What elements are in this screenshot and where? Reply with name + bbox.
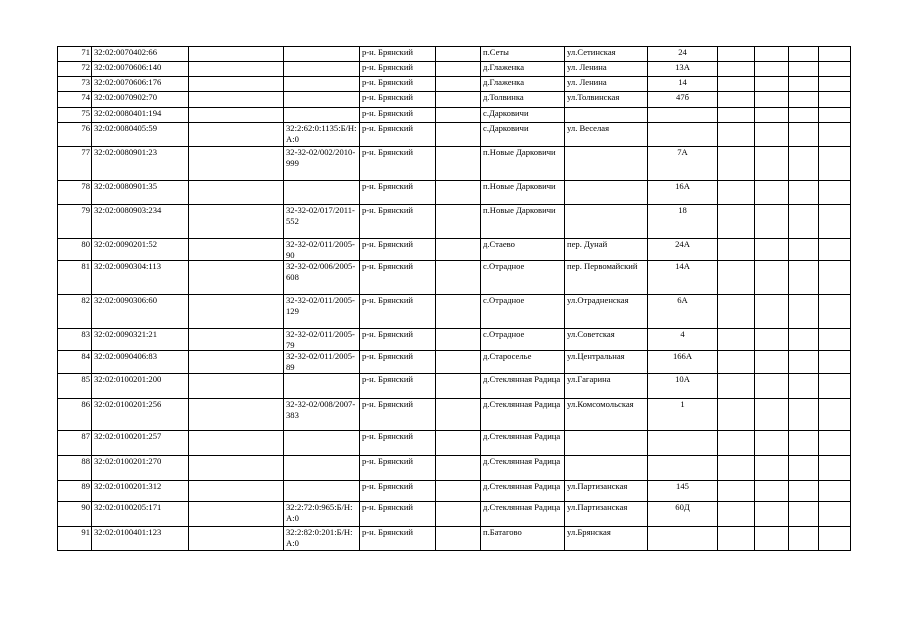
empty-cell <box>789 147 819 181</box>
row-number: 75 <box>58 108 92 123</box>
empty-cell <box>718 77 755 92</box>
cadastral-number: 32:02:0070606:176 <box>92 77 189 92</box>
house-number <box>648 527 718 551</box>
table-row <box>58 456 851 481</box>
street: ул.Гагарина <box>565 374 648 399</box>
empty-cell <box>819 62 851 77</box>
house-number: 24А <box>648 239 718 261</box>
empty-cell <box>718 47 755 62</box>
empty-cell <box>819 108 851 123</box>
empty-cell <box>755 181 789 205</box>
empty-cell <box>189 502 284 527</box>
house-number: 145 <box>648 481 718 502</box>
registration-number <box>284 481 360 502</box>
row-number: 74 <box>58 92 92 108</box>
table-row <box>58 205 851 239</box>
street <box>565 431 648 456</box>
district: р-н. Брянский <box>360 527 436 551</box>
street <box>565 205 648 239</box>
empty-cell <box>755 47 789 62</box>
empty-cell <box>189 147 284 181</box>
empty-cell <box>755 261 789 295</box>
table-row <box>58 92 851 108</box>
cadastral-number: 32:02:0080901:23 <box>92 147 189 181</box>
property-table <box>57 46 851 551</box>
house-number: 166А <box>648 351 718 374</box>
empty-cell <box>189 62 284 77</box>
empty-cell <box>789 374 819 399</box>
empty-cell <box>436 239 481 261</box>
street: ул.Отрадненская <box>565 295 648 329</box>
empty-cell <box>789 239 819 261</box>
locality: д.Толвинка <box>481 92 565 108</box>
table-row <box>58 147 851 181</box>
cadastral-number: 32:02:0070902:70 <box>92 92 189 108</box>
table-row <box>58 527 851 551</box>
registration-number: 32-32-02/011/2005-79 <box>284 329 360 351</box>
house-number: 47б <box>648 92 718 108</box>
registration-number: 32-32-02/011/2005-89 <box>284 351 360 374</box>
house-number <box>648 108 718 123</box>
registration-number <box>284 47 360 62</box>
district: р-н. Брянский <box>360 261 436 295</box>
locality: с.Дарковичи <box>481 123 565 147</box>
empty-cell <box>789 108 819 123</box>
empty-cell <box>819 47 851 62</box>
table-row <box>58 239 851 261</box>
empty-cell <box>718 481 755 502</box>
empty-cell <box>789 181 819 205</box>
row-number: 81 <box>58 261 92 295</box>
row-number: 82 <box>58 295 92 329</box>
locality: д.Стеклянная Радица <box>481 399 565 431</box>
locality: д.Стеклянная Радица <box>481 431 565 456</box>
row-number: 80 <box>58 239 92 261</box>
house-number: 60Д <box>648 502 718 527</box>
empty-cell <box>718 431 755 456</box>
registration-number: 32-32-02/002/2010-999 <box>284 147 360 181</box>
empty-cell <box>789 456 819 481</box>
cadastral-number: 32:02:0080901:35 <box>92 181 189 205</box>
registration-number <box>284 92 360 108</box>
empty-cell <box>189 329 284 351</box>
cadastral-number: 32:02:0090321:21 <box>92 329 189 351</box>
empty-cell <box>436 147 481 181</box>
row-number: 91 <box>58 527 92 551</box>
table-row <box>58 123 851 147</box>
empty-cell <box>189 108 284 123</box>
table-row <box>58 399 851 431</box>
house-number: 24 <box>648 47 718 62</box>
street: ул.Партизанская <box>565 481 648 502</box>
empty-cell <box>755 481 789 502</box>
empty-cell <box>789 123 819 147</box>
empty-cell <box>755 205 789 239</box>
street <box>565 456 648 481</box>
empty-cell <box>755 527 789 551</box>
registration-number: 32:2:62:0:1135:Б/Н:А:0 <box>284 123 360 147</box>
empty-cell <box>189 399 284 431</box>
empty-cell <box>718 239 755 261</box>
row-number: 79 <box>58 205 92 239</box>
empty-cell <box>436 108 481 123</box>
cadastral-number: 32:02:0090406:83 <box>92 351 189 374</box>
empty-cell <box>436 456 481 481</box>
registration-number: 32-32-02/011/2005-90 <box>284 239 360 261</box>
locality: с.Отрадное <box>481 295 565 329</box>
registration-number: 32:2:72:0:965:Б/Н:А:0 <box>284 502 360 527</box>
street: ул.Советская <box>565 329 648 351</box>
row-number: 77 <box>58 147 92 181</box>
empty-cell <box>436 431 481 456</box>
empty-cell <box>819 239 851 261</box>
empty-cell <box>718 92 755 108</box>
registration-number: 32-32-02/017/2011-552 <box>284 205 360 239</box>
empty-cell <box>436 502 481 527</box>
empty-cell <box>789 295 819 329</box>
empty-cell <box>755 431 789 456</box>
row-number: 76 <box>58 123 92 147</box>
cadastral-number: 32:02:0100201:257 <box>92 431 189 456</box>
house-number: 14 <box>648 77 718 92</box>
empty-cell <box>718 147 755 181</box>
empty-cell <box>789 62 819 77</box>
row-number: 85 <box>58 374 92 399</box>
empty-cell <box>718 329 755 351</box>
row-number: 84 <box>58 351 92 374</box>
table-row <box>58 47 851 62</box>
table-row <box>58 481 851 502</box>
street: ул.Толвинская <box>565 92 648 108</box>
empty-cell <box>755 399 789 431</box>
empty-cell <box>755 329 789 351</box>
street: ул.Партизанская <box>565 502 648 527</box>
empty-cell <box>819 431 851 456</box>
district: р-н. Брянский <box>360 374 436 399</box>
empty-cell <box>755 147 789 181</box>
empty-cell <box>189 181 284 205</box>
empty-cell <box>755 239 789 261</box>
street <box>565 147 648 181</box>
cadastral-number: 32:02:0100201:200 <box>92 374 189 399</box>
row-number: 89 <box>58 481 92 502</box>
table-row <box>58 295 851 329</box>
locality: д.Глаженка <box>481 62 565 77</box>
district: р-н. Брянский <box>360 181 436 205</box>
row-number: 71 <box>58 47 92 62</box>
street: пер. Дунай <box>565 239 648 261</box>
empty-cell <box>189 239 284 261</box>
empty-cell <box>718 205 755 239</box>
district: р-н. Брянский <box>360 456 436 481</box>
empty-cell <box>789 431 819 456</box>
empty-cell <box>789 329 819 351</box>
district: р-н. Брянский <box>360 108 436 123</box>
locality: с.Дарковичи <box>481 108 565 123</box>
locality: д.Стеклянная Радица <box>481 481 565 502</box>
empty-cell <box>189 123 284 147</box>
district: р-н. Брянский <box>360 329 436 351</box>
empty-cell <box>718 295 755 329</box>
district: р-н. Брянский <box>360 239 436 261</box>
registration-number <box>284 77 360 92</box>
house-number <box>648 456 718 481</box>
empty-cell <box>755 123 789 147</box>
empty-cell <box>789 481 819 502</box>
empty-cell <box>789 502 819 527</box>
locality: п.Новые Дарковичи <box>481 181 565 205</box>
house-number <box>648 431 718 456</box>
house-number: 4 <box>648 329 718 351</box>
street: ул. Веселая <box>565 123 648 147</box>
empty-cell <box>436 181 481 205</box>
cadastral-number: 32:02:0090306:60 <box>92 295 189 329</box>
locality: п.Новые Дарковичи <box>481 147 565 181</box>
empty-cell <box>718 527 755 551</box>
empty-cell <box>189 374 284 399</box>
empty-cell <box>436 47 481 62</box>
district: р-н. Брянский <box>360 351 436 374</box>
street: ул.Центральная <box>565 351 648 374</box>
empty-cell <box>755 351 789 374</box>
empty-cell <box>819 181 851 205</box>
empty-cell <box>819 205 851 239</box>
empty-cell <box>755 92 789 108</box>
empty-cell <box>718 374 755 399</box>
registration-number: 32-32-02/006/2005-608 <box>284 261 360 295</box>
house-number: 13А <box>648 62 718 77</box>
empty-cell <box>718 123 755 147</box>
registration-number <box>284 431 360 456</box>
row-number: 90 <box>58 502 92 527</box>
cadastral-number: 32:02:0090201:52 <box>92 239 189 261</box>
cadastral-number: 32:02:0100401:123 <box>92 527 189 551</box>
empty-cell <box>189 205 284 239</box>
street: ул.Брянская <box>565 527 648 551</box>
empty-cell <box>189 92 284 108</box>
locality: п.Батагово <box>481 527 565 551</box>
table-row <box>58 374 851 399</box>
locality: д.Стаево <box>481 239 565 261</box>
table-row <box>58 108 851 123</box>
empty-cell <box>789 399 819 431</box>
empty-cell <box>755 456 789 481</box>
district: р-н. Брянский <box>360 62 436 77</box>
empty-cell <box>789 205 819 239</box>
district: р-н. Брянский <box>360 431 436 456</box>
empty-cell <box>755 374 789 399</box>
registration-number <box>284 108 360 123</box>
empty-cell <box>819 399 851 431</box>
district: р-н. Брянский <box>360 205 436 239</box>
empty-cell <box>819 329 851 351</box>
empty-cell <box>819 147 851 181</box>
row-number: 73 <box>58 77 92 92</box>
district: р-н. Брянский <box>360 147 436 181</box>
table-row <box>58 351 851 374</box>
locality: д.Глаженка <box>481 77 565 92</box>
cadastral-number: 32:02:0070402:66 <box>92 47 189 62</box>
empty-cell <box>189 481 284 502</box>
street: ул. Ленина <box>565 62 648 77</box>
empty-cell <box>755 62 789 77</box>
registration-number <box>284 181 360 205</box>
empty-cell <box>819 261 851 295</box>
empty-cell <box>789 92 819 108</box>
cadastral-number: 32:02:0080405:59 <box>92 123 189 147</box>
empty-cell <box>819 123 851 147</box>
empty-cell <box>755 295 789 329</box>
table-body <box>58 47 851 551</box>
district: р-н. Брянский <box>360 295 436 329</box>
empty-cell <box>189 47 284 62</box>
empty-cell <box>436 527 481 551</box>
house-number: 18 <box>648 205 718 239</box>
house-number <box>648 123 718 147</box>
street: ул.Сетинская <box>565 47 648 62</box>
empty-cell <box>436 92 481 108</box>
empty-cell <box>436 261 481 295</box>
district: р-н. Брянский <box>360 481 436 502</box>
registration-number <box>284 456 360 481</box>
district: р-н. Брянский <box>360 77 436 92</box>
empty-cell <box>436 481 481 502</box>
house-number: 10А <box>648 374 718 399</box>
empty-cell <box>436 77 481 92</box>
empty-cell <box>436 123 481 147</box>
empty-cell <box>718 456 755 481</box>
locality: с.Отрадное <box>481 261 565 295</box>
street: пер. Первомайский <box>565 261 648 295</box>
empty-cell <box>819 527 851 551</box>
locality: с.Отрадное <box>481 329 565 351</box>
empty-cell <box>819 481 851 502</box>
empty-cell <box>189 351 284 374</box>
district: р-н. Брянский <box>360 399 436 431</box>
table-row <box>58 181 851 205</box>
empty-cell <box>189 261 284 295</box>
cadastral-number: 32:02:0100201:312 <box>92 481 189 502</box>
empty-cell <box>755 108 789 123</box>
locality: д.Стеклянная Радица <box>481 456 565 481</box>
street: ул.Комсомольская <box>565 399 648 431</box>
row-number: 83 <box>58 329 92 351</box>
empty-cell <box>819 374 851 399</box>
empty-cell <box>718 351 755 374</box>
empty-cell <box>819 351 851 374</box>
empty-cell <box>718 108 755 123</box>
registration-number <box>284 374 360 399</box>
district: р-н. Брянский <box>360 47 436 62</box>
empty-cell <box>755 77 789 92</box>
table-row <box>58 329 851 351</box>
row-number: 88 <box>58 456 92 481</box>
house-number: 16А <box>648 181 718 205</box>
empty-cell <box>189 295 284 329</box>
empty-cell <box>789 47 819 62</box>
cadastral-number: 32:02:0080903:234 <box>92 205 189 239</box>
row-number: 87 <box>58 431 92 456</box>
street <box>565 181 648 205</box>
empty-cell <box>819 502 851 527</box>
empty-cell <box>436 399 481 431</box>
empty-cell <box>436 62 481 77</box>
empty-cell <box>189 77 284 92</box>
cadastral-number: 32:02:0100205:171 <box>92 502 189 527</box>
empty-cell <box>436 351 481 374</box>
registration-number: 32-32-02/008/2007-383 <box>284 399 360 431</box>
house-number: 7А <box>648 147 718 181</box>
table-row <box>58 261 851 295</box>
empty-cell <box>436 205 481 239</box>
table-row <box>58 502 851 527</box>
empty-cell <box>789 77 819 92</box>
house-number: 14А <box>648 261 718 295</box>
street <box>565 108 648 123</box>
house-number: 6А <box>648 295 718 329</box>
row-number: 72 <box>58 62 92 77</box>
empty-cell <box>819 456 851 481</box>
empty-cell <box>436 374 481 399</box>
empty-cell <box>789 261 819 295</box>
cadastral-number: 32:02:0100201:270 <box>92 456 189 481</box>
locality: д.Стеклянная Радица <box>481 374 565 399</box>
empty-cell <box>436 329 481 351</box>
district: р-н. Брянский <box>360 123 436 147</box>
row-number: 78 <box>58 181 92 205</box>
street: ул. Ленина <box>565 77 648 92</box>
cadastral-number: 32:02:0090304:113 <box>92 261 189 295</box>
empty-cell <box>718 502 755 527</box>
empty-cell <box>718 261 755 295</box>
table-row <box>58 62 851 77</box>
empty-cell <box>718 181 755 205</box>
locality: д.Староселье <box>481 351 565 374</box>
empty-cell <box>436 295 481 329</box>
locality: п.Сеты <box>481 47 565 62</box>
table-row <box>58 77 851 92</box>
district: р-н. Брянский <box>360 92 436 108</box>
empty-cell <box>789 527 819 551</box>
cadastral-number: 32:02:0100201:256 <box>92 399 189 431</box>
locality: п.Новые Дарковичи <box>481 205 565 239</box>
empty-cell <box>819 77 851 92</box>
empty-cell <box>189 431 284 456</box>
registration-number: 32:2:82:0:201:Б/Н:А:0 <box>284 527 360 551</box>
empty-cell <box>819 295 851 329</box>
cadastral-number: 32:02:0070606:140 <box>92 62 189 77</box>
empty-cell <box>189 527 284 551</box>
empty-cell <box>718 62 755 77</box>
house-number: 1 <box>648 399 718 431</box>
empty-cell <box>819 92 851 108</box>
empty-cell <box>755 502 789 527</box>
locality: д.Стеклянная Радица <box>481 502 565 527</box>
district: р-н. Брянский <box>360 502 436 527</box>
row-number: 86 <box>58 399 92 431</box>
registration-number: 32-32-02/011/2005-129 <box>284 295 360 329</box>
table-row <box>58 431 851 456</box>
empty-cell <box>718 399 755 431</box>
registration-number <box>284 62 360 77</box>
cadastral-number: 32:02:0080401:194 <box>92 108 189 123</box>
empty-cell <box>189 456 284 481</box>
empty-cell <box>789 351 819 374</box>
